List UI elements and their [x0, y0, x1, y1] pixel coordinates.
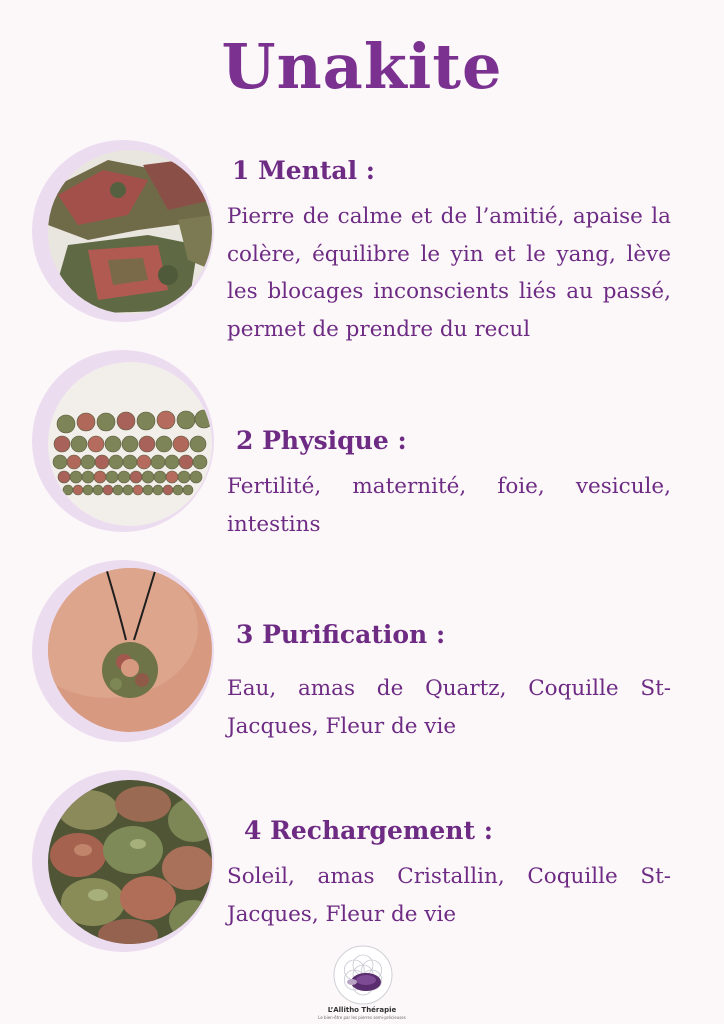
section-purification — [0, 560, 724, 740]
section-text: Soleil, amas Cristallin, Coquille St-Jacques, Fleur de vie — [227, 864, 671, 927]
section-heading: 3 Purification : — [236, 620, 446, 649]
flower-of-life-logo-icon — [332, 944, 394, 1006]
rough-stones-image — [48, 150, 212, 314]
section-rechargement — [0, 770, 724, 950]
logo-tagline: Le bien-être par les pierres semi-précieuses — [318, 1015, 406, 1020]
tumbled-stones-image — [48, 780, 212, 944]
section-mental — [0, 140, 724, 342]
pendant-image — [48, 568, 212, 732]
bead-strands-image — [48, 362, 212, 526]
section-heading: 2 Physique : — [236, 426, 407, 455]
section-text: Pierre de calme et de l’amitié, apaise la colère, équilibre le yin et le yang, lève les blocages inconscients liés au passé, permet de prendre du recul — [227, 204, 671, 342]
section-text: Eau, amas de Quartz, Coquille St-Jacques, Fleur de vie — [227, 676, 671, 739]
section-text: Fertilité, maternité, foie, vesicule, intestins — [227, 474, 671, 537]
section-heading: 1 Mental : — [232, 156, 376, 185]
section-physique — [0, 350, 724, 537]
section-heading: 4 Rechargement : — [244, 816, 493, 845]
page-title: Unakite — [221, 30, 503, 103]
logo-name: L’Allitho Thérapie — [327, 1006, 397, 1014]
